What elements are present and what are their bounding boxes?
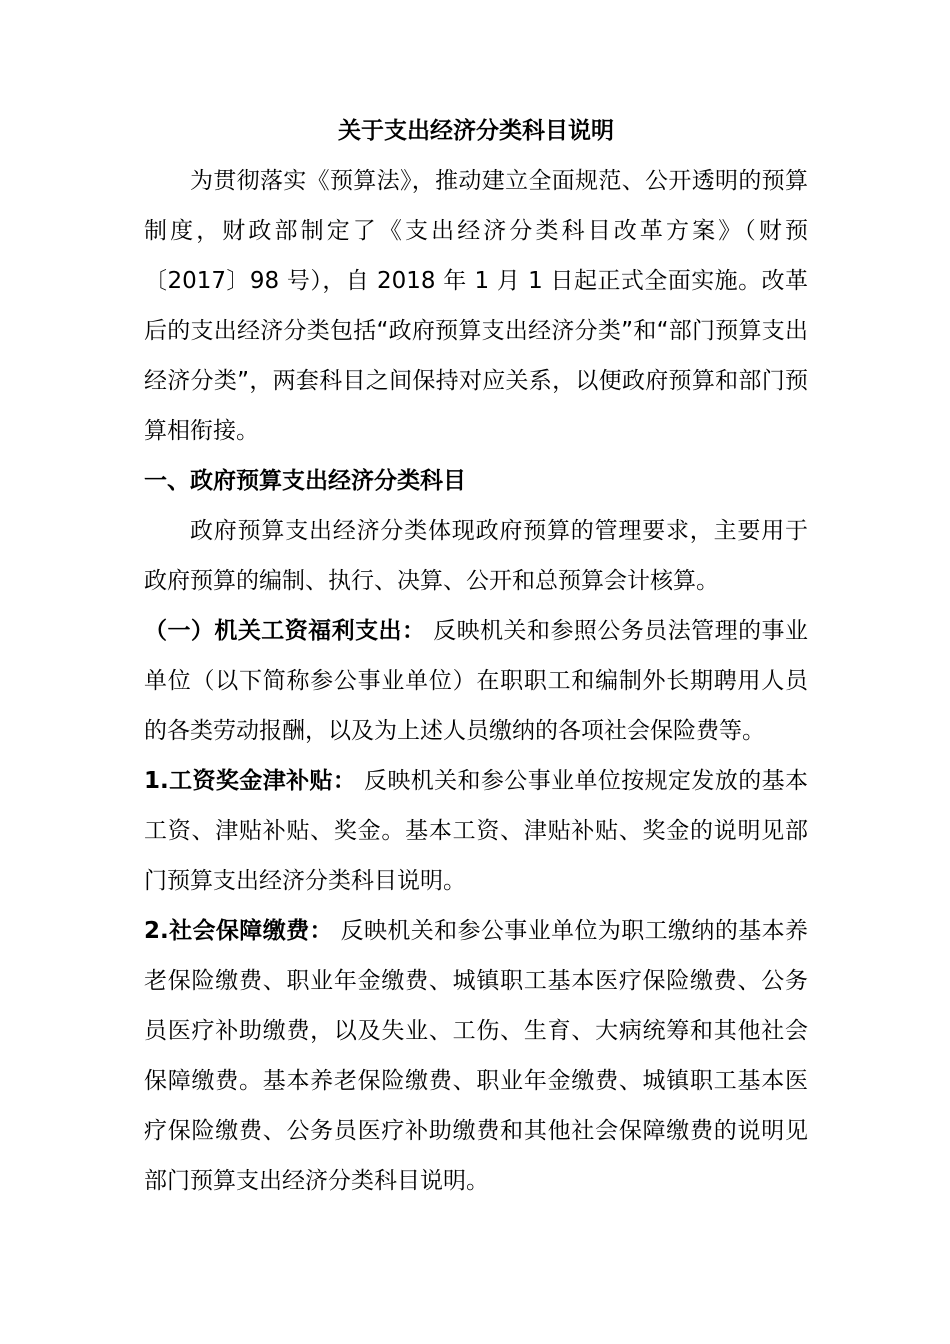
- document-page: [144, 106, 808, 1206]
- item1-text: 反映机关和参照公务员法管理的事业单位（以下简称参公事业单位）在职职工和编制外长期聘用人员的各类劳动报酬，以及为上述人员缴纳的各项社会保险费等。: [144, 618, 808, 744]
- section1-heading: 一、政府预算支出经济分类科目: [144, 468, 466, 494]
- sub2-label: 2.社会保障缴费：: [144, 918, 333, 944]
- sub1-text: 反映机关和参公事业单位按规定发放的基本工资、津贴补贴、奖金。基本工资、津贴补贴、奖金的说明见部门预算支出经济分类科目说明。: [144, 768, 808, 894]
- item1-paragraph: [144, 606, 808, 756]
- intro-paragraph: 为贯彻落实《预算法》，推动建立全面规范、公开透明的预算制度，财政部制定了《支出经济分类科目改革方案》（财预〔2017〕98 号），自 2018 年 1 月 1 日起正式全面实施。改革后的支出经济分类包括“政府预算支出经济分类”和“部门预算支出经济分类”，两套科目之间保持对应关系，以便政府预算和部门预算相衔接。: [144, 168, 808, 444]
- sub1-label: 1.工资奖金津补贴：: [144, 768, 357, 794]
- section1-intro-paragraph: 政府预算支出经济分类体现政府预算的管理要求，主要用于政府预算的编制、执行、决算、公开和总预算会计核算。: [144, 518, 808, 594]
- sub2-paragraph: [144, 906, 808, 1206]
- sub2-text: 反映机关和参公事业单位为职工缴纳的基本养老保险缴费、职业年金缴费、城镇职工基本医疗保险缴费、公务员医疗补助缴费，以及失业、工伤、生育、大病统筹和其他社会保障缴费。基本养老保险缴费、职业年金缴费、城镇职工基本医疗保险缴费、公务员医疗补助缴费和其他社会保障缴费的说明见部门预算支出经济分类科目说明。: [144, 918, 808, 1194]
- item1-label: （一）机关工资福利支出：: [144, 618, 426, 644]
- document-title: 关于支出经济分类科目说明: [338, 118, 614, 144]
- sub1-paragraph: [144, 756, 808, 906]
